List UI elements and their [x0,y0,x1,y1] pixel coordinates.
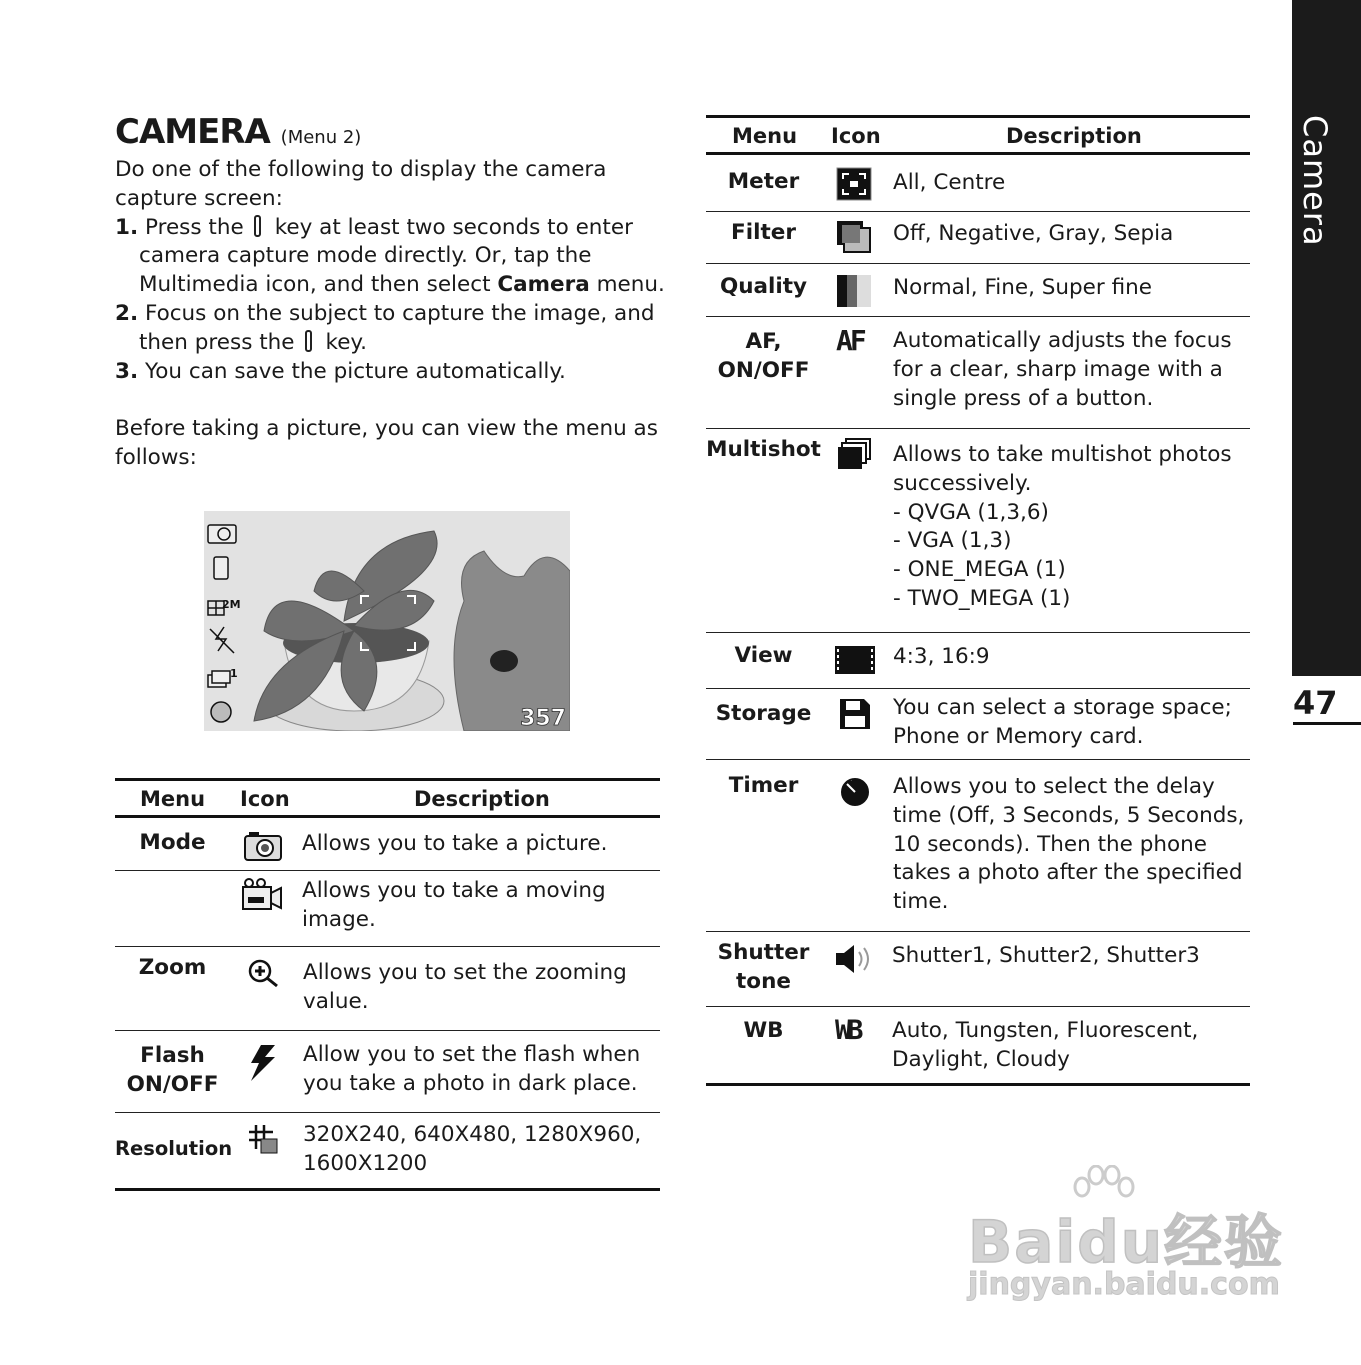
resolution-badge: 2M [222,598,241,611]
table-row: Quality Normal, Fine, Super fine [706,264,1250,317]
intro: Do one of the following to display the camera capture screen: [115,157,607,211]
filter-icon [836,220,872,254]
wb-icon: WB [835,1015,860,1046]
quality-icon [836,274,872,308]
table-row: Zoom Allows you to set the zooming value. [115,947,660,1031]
table-row: Mode Allows you to take a picture. [115,818,660,871]
table-row: Shutter tone Shutter1, Shutter2, Shutter3 [706,932,1250,1007]
before-text: Before taking a picture, you can view the menu as follows: [115,416,658,470]
resolution-icon [247,1123,281,1157]
storage-icon [838,697,872,731]
step-3: 3. You can save the picture automatically. [115,358,566,384]
table-row: Timer Allows you to select the delay time (Off, 3 Seconds, 5 Seconds, 10 seconds). Then the phone takes a photo after the specified time. [706,760,1250,932]
meter-icon [836,167,872,201]
left-menu-table [115,778,660,1191]
table-row: Resolution 320X240, 640X480, 1280X960, 1600X1200 [115,1113,660,1191]
step-2: 2. Focus on the subject to capture the image, and then press the key. [115,300,655,355]
table-row: Filter Off, Negative, Gray, Sepia [706,212,1250,264]
multishot-badge: 1 [230,667,238,680]
section-label: Camera [1296,115,1334,247]
page-title: CAMERA (Menu 2) [115,112,362,152]
table-row: Allows you to take a moving image. [115,871,660,947]
speaker-icon [834,942,874,976]
camera-key-icon [254,215,261,237]
table-row: Meter All, Centre [706,155,1250,212]
table-header: Menu Icon Description [706,115,1250,155]
title-subtitle: (Menu 2) [280,127,362,148]
table-row: WB WB Auto, Tungsten, Fluorescent, Daylight, Cloudy [706,1007,1250,1086]
table-row: Storage You can select a storage space; Phone or Memory card. [706,689,1250,760]
page-number: 47 [1293,684,1361,725]
table-row: View 4:3, 16:9 [706,633,1250,689]
step-1: 1. Press the key at least two seconds to enter camera capture mode directly. Or, tap the Multimedia icon, and then select Camera menu. [115,214,665,298]
section-tab [1292,0,1361,676]
shots-remaining: 357 [520,706,566,731]
af-icon: AF [836,324,864,357]
intro-text [115,156,675,473]
table-row: Flash ON/OFF Allow you to set the flash when you take a photo in dark place. [115,1031,660,1113]
video-camera-icon [239,877,285,911]
table-header: Menu Icon Description [115,778,660,818]
timer-icon [838,774,872,808]
flash-icon [245,1043,281,1083]
camera-preview-image [204,511,570,731]
right-menu-table [706,115,1250,1086]
camera-icon [243,830,283,862]
table-row: AF, ON/OFF AF Automatically adjusts the focus for a clear, sharp image with a single press of a button. [706,317,1250,429]
view-icon [834,645,876,675]
camera-key-icon [305,330,312,352]
multishot-icon [836,437,872,471]
zoom-icon [247,959,283,989]
table-row: Multishot Allows to take multishot photos successively. - QVGA (1,3,6) - VGA (1,3) - ONE_MEGA (1) - TWO_MEGA (1) [706,429,1250,633]
